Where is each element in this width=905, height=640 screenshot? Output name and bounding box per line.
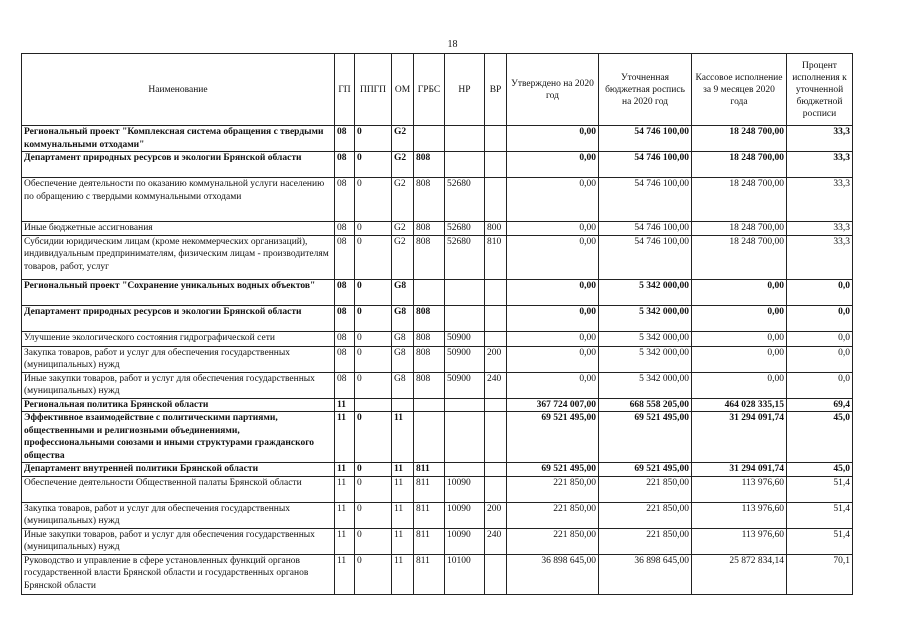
cell-refined: 5 342 000,00: [599, 305, 692, 331]
cell-cash: 25 872 834,14: [692, 554, 787, 594]
cell-ppgp: 0: [355, 372, 392, 398]
cell-ppgp: 0: [355, 305, 392, 331]
cell-name: Обеспечение деятельности Общественной палаты Брянской области: [22, 476, 335, 502]
cell-refined: 54 746 100,00: [599, 126, 692, 152]
cell-percent: 45,0: [787, 463, 853, 477]
cell-cash: 18 248 700,00: [692, 178, 787, 222]
cell-cash: 18 248 700,00: [692, 126, 787, 152]
cell-om: G2: [392, 178, 414, 222]
cell-percent: 45,0: [787, 412, 853, 463]
cell-om: G8: [392, 305, 414, 331]
table-row: [22, 346, 853, 372]
col-header-approved: Утверждено на 2020 год: [507, 54, 599, 126]
table-row: [22, 528, 853, 554]
cell-gp: 08: [335, 152, 355, 178]
cell-name: Обеспечение деятельности по оказанию коммунальной услуги населению по обращению с твердыми коммунальными отходами: [22, 178, 335, 222]
cell-vr: [485, 554, 507, 594]
table-row: [22, 279, 853, 305]
cell-percent: 0,0: [787, 346, 853, 372]
cell-ppgp: 0: [355, 178, 392, 222]
cell-gp: 08: [335, 372, 355, 398]
table-row: [22, 222, 853, 236]
cell-gp: 11: [335, 398, 355, 412]
cell-grbs: [414, 279, 445, 305]
cell-cash: 18 248 700,00: [692, 222, 787, 236]
cell-om: G8: [392, 372, 414, 398]
cell-grbs: 808: [414, 178, 445, 222]
cell-vr: [485, 279, 507, 305]
table-row: [22, 235, 853, 279]
cell-approved: 367 724 007,00: [507, 398, 599, 412]
cell-cash: 0,00: [692, 331, 787, 346]
cell-percent: 33,3: [787, 178, 853, 222]
cell-refined: 5 342 000,00: [599, 331, 692, 346]
table-row: [22, 331, 853, 346]
cell-approved: 0,00: [507, 346, 599, 372]
cell-approved: 221 850,00: [507, 502, 599, 528]
cell-vr: 240: [485, 528, 507, 554]
table-row: [22, 502, 853, 528]
cell-gp: 08: [335, 178, 355, 222]
cell-gp: 08: [335, 235, 355, 279]
cell-ppgp: 0: [355, 331, 392, 346]
table-row: [22, 412, 853, 463]
cell-om: [392, 398, 414, 412]
cell-approved: 0,00: [507, 222, 599, 236]
cell-vr: 240: [485, 372, 507, 398]
cell-gp: 08: [335, 222, 355, 236]
table-row: [22, 372, 853, 398]
cell-name: Эффективное взаимодействие с политическими партиями, общественными и религиозными объединениями, профессиональными союзами и иными структурами гражданского общества: [22, 412, 335, 463]
cell-gp: 08: [335, 126, 355, 152]
cell-om: G2: [392, 235, 414, 279]
cell-percent: 33,3: [787, 235, 853, 279]
cell-np: 50900: [445, 372, 485, 398]
table-row: [22, 152, 853, 178]
cell-om: 11: [392, 554, 414, 594]
cell-om: G8: [392, 331, 414, 346]
cell-name: Департамент природных ресурсов и экологии Брянской области: [22, 152, 335, 178]
cell-vr: 200: [485, 502, 507, 528]
cell-refined: 5 342 000,00: [599, 372, 692, 398]
cell-om: 11: [392, 528, 414, 554]
cell-approved: 221 850,00: [507, 476, 599, 502]
cell-name: Иные закупки товаров, работ и услуг для обеспечения государственных (муниципальных) нужд: [22, 372, 335, 398]
cell-name: Региональная политика Брянской области: [22, 398, 335, 412]
col-header-np: НР: [445, 54, 485, 126]
cell-om: 11: [392, 412, 414, 463]
cell-gp: 08: [335, 305, 355, 331]
cell-percent: 51,4: [787, 528, 853, 554]
cell-gp: 11: [335, 412, 355, 463]
cell-grbs: 808: [414, 152, 445, 178]
cell-ppgp: [355, 398, 392, 412]
cell-om: 11: [392, 463, 414, 477]
col-header-name: Наименование: [22, 54, 335, 126]
cell-np: 10090: [445, 476, 485, 502]
cell-cash: 31 294 091,74: [692, 412, 787, 463]
cell-np: 10100: [445, 554, 485, 594]
cell-grbs: 811: [414, 476, 445, 502]
cell-cash: 113 976,60: [692, 528, 787, 554]
cell-percent: 33,3: [787, 152, 853, 178]
cell-ppgp: 0: [355, 554, 392, 594]
cell-cash: 0,00: [692, 305, 787, 331]
cell-refined: 54 746 100,00: [599, 222, 692, 236]
cell-vr: [485, 331, 507, 346]
cell-om: G8: [392, 346, 414, 372]
table-row: [22, 554, 853, 594]
table-row: [22, 476, 853, 502]
table-row: [22, 126, 853, 152]
cell-om: G2: [392, 152, 414, 178]
cell-cash: 0,00: [692, 279, 787, 305]
cell-vr: [485, 152, 507, 178]
cell-refined: 69 521 495,00: [599, 463, 692, 477]
cell-np: 52680: [445, 235, 485, 279]
col-header-ppgp: ППГП: [355, 54, 392, 126]
cell-vr: [485, 412, 507, 463]
col-header-refined: Уточненная бюджетная роспись на 2020 год: [599, 54, 692, 126]
cell-approved: 36 898 645,00: [507, 554, 599, 594]
header-row: [22, 54, 853, 126]
cell-grbs: 808: [414, 305, 445, 331]
cell-grbs: [414, 412, 445, 463]
cell-om: 11: [392, 476, 414, 502]
cell-cash: 0,00: [692, 372, 787, 398]
cell-np: [445, 305, 485, 331]
cell-refined: 54 746 100,00: [599, 235, 692, 279]
cell-name: Департамент внутренней политики Брянской области: [22, 463, 335, 477]
cell-percent: 33,3: [787, 222, 853, 236]
cell-grbs: 808: [414, 222, 445, 236]
cell-grbs: 811: [414, 502, 445, 528]
cell-vr: [485, 305, 507, 331]
cell-np: 52680: [445, 178, 485, 222]
cell-refined: 221 850,00: [599, 502, 692, 528]
cell-cash: 18 248 700,00: [692, 235, 787, 279]
cell-gp: 08: [335, 346, 355, 372]
cell-percent: 0,0: [787, 279, 853, 305]
cell-np: 10090: [445, 528, 485, 554]
cell-np: 52680: [445, 222, 485, 236]
cell-percent: 51,4: [787, 502, 853, 528]
cell-np: [445, 152, 485, 178]
cell-np: 50900: [445, 331, 485, 346]
cell-gp: 11: [335, 554, 355, 594]
cell-name: Субсидии юридическим лицам (кроме некоммерческих организаций), индивидуальным предпринимателям, физическим лицам - производителям товаров, работ, услуг: [22, 235, 335, 279]
col-header-vr: ВР: [485, 54, 507, 126]
cell-grbs: 808: [414, 372, 445, 398]
cell-ppgp: 0: [355, 279, 392, 305]
cell-np: [445, 463, 485, 477]
cell-name: Закупка товаров, работ и услуг для обеспечения государственных (муниципальных) нужд: [22, 502, 335, 528]
cell-name: Руководство и управление в сфере установленных функций органов государственной власти Брянской области и государственных органов Брянской области: [22, 554, 335, 594]
cell-om: G8: [392, 279, 414, 305]
cell-cash: 464 028 335,15: [692, 398, 787, 412]
table-row: [22, 463, 853, 477]
cell-approved: 0,00: [507, 305, 599, 331]
cell-gp: 11: [335, 476, 355, 502]
cell-approved: 221 850,00: [507, 528, 599, 554]
cell-np: [445, 279, 485, 305]
cell-refined: 54 746 100,00: [599, 178, 692, 222]
cell-vr: 810: [485, 235, 507, 279]
cell-gp: 08: [335, 279, 355, 305]
cell-vr: [485, 126, 507, 152]
cell-approved: 0,00: [507, 152, 599, 178]
table-row: [22, 178, 853, 222]
col-header-percent: Процент исполнения к уточненной бюджетной росписи: [787, 54, 853, 126]
cell-gp: 11: [335, 528, 355, 554]
cell-approved: 0,00: [507, 331, 599, 346]
cell-grbs: [414, 398, 445, 412]
cell-om: G2: [392, 222, 414, 236]
cell-percent: 69,4: [787, 398, 853, 412]
cell-refined: 54 746 100,00: [599, 152, 692, 178]
cell-grbs: 808: [414, 331, 445, 346]
cell-ppgp: 0: [355, 222, 392, 236]
cell-cash: 18 248 700,00: [692, 152, 787, 178]
cell-vr: [485, 398, 507, 412]
cell-name: Закупка товаров, работ и услуг для обеспечения государственных (муниципальных) нужд: [22, 346, 335, 372]
cell-ppgp: 0: [355, 346, 392, 372]
cell-approved: 0,00: [507, 372, 599, 398]
cell-vr: [485, 463, 507, 477]
cell-refined: 5 342 000,00: [599, 346, 692, 372]
cell-approved: 69 521 495,00: [507, 463, 599, 477]
cell-ppgp: 0: [355, 126, 392, 152]
col-header-grbs: ГРБС: [414, 54, 445, 126]
cell-vr: 800: [485, 222, 507, 236]
cell-percent: 0,0: [787, 305, 853, 331]
cell-percent: 0,0: [787, 331, 853, 346]
cell-approved: 0,00: [507, 235, 599, 279]
cell-refined: 5 342 000,00: [599, 279, 692, 305]
cell-name: Иные закупки товаров, работ и услуг для обеспечения государственных (муниципальных) нужд: [22, 528, 335, 554]
cell-ppgp: 0: [355, 152, 392, 178]
cell-grbs: 811: [414, 554, 445, 594]
table-row: [22, 398, 853, 412]
cell-refined: 36 898 645,00: [599, 554, 692, 594]
cell-gp: 11: [335, 502, 355, 528]
cell-np: 50900: [445, 346, 485, 372]
cell-vr: [485, 178, 507, 222]
cell-refined: 221 850,00: [599, 476, 692, 502]
cell-ppgp: 0: [355, 528, 392, 554]
cell-approved: 0,00: [507, 178, 599, 222]
cell-approved: 69 521 495,00: [507, 412, 599, 463]
cell-grbs: 811: [414, 528, 445, 554]
cell-grbs: 808: [414, 346, 445, 372]
cell-grbs: 811: [414, 463, 445, 477]
cell-cash: 113 976,60: [692, 502, 787, 528]
col-header-om: ОМ: [392, 54, 414, 126]
cell-vr: [485, 476, 507, 502]
cell-refined: 69 521 495,00: [599, 412, 692, 463]
cell-name: Улучшение экологического состояния гидрографической сети: [22, 331, 335, 346]
cell-np: [445, 126, 485, 152]
cell-ppgp: 0: [355, 502, 392, 528]
cell-grbs: 808: [414, 235, 445, 279]
cell-ppgp: 0: [355, 463, 392, 477]
cell-percent: 0,0: [787, 372, 853, 398]
cell-grbs: [414, 126, 445, 152]
cell-percent: 33,3: [787, 126, 853, 152]
col-header-gp: ГП: [335, 54, 355, 126]
cell-ppgp: 0: [355, 476, 392, 502]
cell-np: 10090: [445, 502, 485, 528]
cell-name: Департамент природных ресурсов и экологии Брянской области: [22, 305, 335, 331]
cell-om: G2: [392, 126, 414, 152]
cell-refined: 221 850,00: [599, 528, 692, 554]
cell-approved: 0,00: [507, 126, 599, 152]
cell-name: Региональный проект "Комплексная система обращения с твердыми коммунальными отходами": [22, 126, 335, 152]
cell-refined: 668 558 205,00: [599, 398, 692, 412]
cell-cash: 31 294 091,74: [692, 463, 787, 477]
cell-ppgp: 0: [355, 412, 392, 463]
cell-cash: 113 976,60: [692, 476, 787, 502]
cell-percent: 70,1: [787, 554, 853, 594]
cell-name: Иные бюджетные ассигнования: [22, 222, 335, 236]
cell-percent: 51,4: [787, 476, 853, 502]
cell-vr: 200: [485, 346, 507, 372]
budget-table: [21, 53, 853, 595]
cell-cash: 0,00: [692, 346, 787, 372]
cell-np: [445, 412, 485, 463]
col-header-cash: Кассовое исполнение за 9 месяцев 2020 года: [692, 54, 787, 126]
cell-om: 11: [392, 502, 414, 528]
cell-ppgp: 0: [355, 235, 392, 279]
cell-gp: 11: [335, 463, 355, 477]
cell-name: Региональный проект "Сохранение уникальных водных объектов": [22, 279, 335, 305]
table-row: [22, 305, 853, 331]
page-number: 18: [447, 39, 458, 50]
cell-gp: 08: [335, 331, 355, 346]
cell-np: [445, 398, 485, 412]
cell-approved: 0,00: [507, 279, 599, 305]
